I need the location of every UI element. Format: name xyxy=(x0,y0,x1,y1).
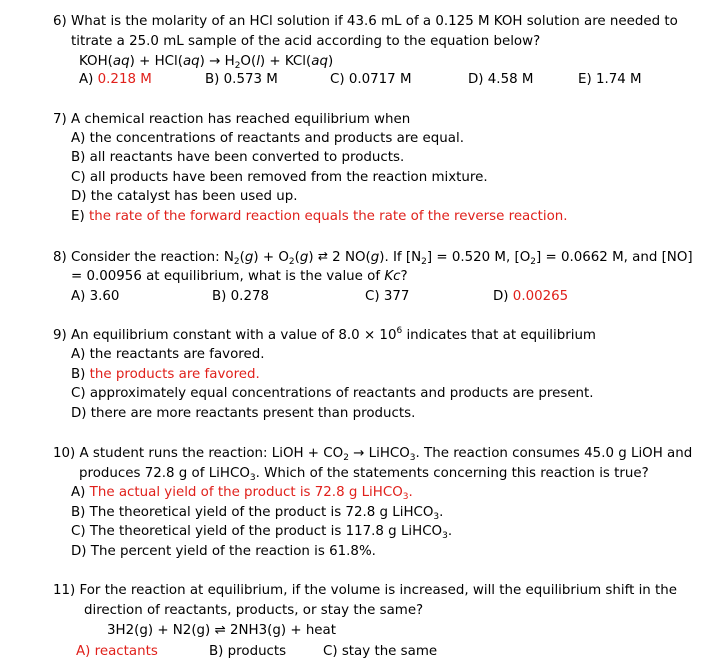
q6-eq-aq-1: aq xyxy=(112,54,130,69)
q8-option-d-answer: 0.00265 xyxy=(512,289,569,304)
q8-s1-start: 8) Consider the reaction: N xyxy=(53,250,234,265)
q6-option-e: E) 1.74 M xyxy=(578,72,642,87)
q7-option-a: A) the concentrations of reactants and products are equal. xyxy=(71,131,464,146)
q10-option-b-sub: 3 xyxy=(433,512,440,522)
q6-option-a-letter: A) xyxy=(79,72,98,87)
q10-s1-sub-2: 3 xyxy=(409,453,416,463)
q10-s1-b: → LiHCO xyxy=(348,446,410,461)
q10-option-c xyxy=(71,522,452,541)
q10-option-b-end: . xyxy=(439,505,444,520)
q8-s1-sub-3: 2 xyxy=(421,257,427,267)
q10-option-d: D) The percent yield of the reaction is 61.8%. xyxy=(71,544,376,559)
q6-eq-aq-3: aq xyxy=(311,54,328,69)
q7-option-e-letter: E) xyxy=(71,209,89,224)
q8-s1-sub-1: 2 xyxy=(233,257,240,267)
q10-option-a-text: The actual yield of the product is 72.8 g LiHCO xyxy=(89,485,403,500)
q8-option-a: A) 3.60 xyxy=(71,289,120,304)
q8-option-d-letter: D) xyxy=(493,289,513,304)
q9-stem-b: indicates that at equilibrium xyxy=(402,328,596,343)
q9-option-b-answer: the products are favored. xyxy=(89,367,260,382)
q10-option-b xyxy=(71,503,443,522)
q8-option-b: B) 0.278 xyxy=(212,289,270,304)
q6-eq-koh: KOH( xyxy=(79,54,113,69)
q11-option-c: C) stay the same xyxy=(323,644,438,659)
q10-s1-a: 10) A student runs the reaction: LiOH + CO xyxy=(53,446,344,461)
q6-eq-o: O( xyxy=(240,54,257,69)
q7-option-d: D) the catalyst has been used up. xyxy=(71,189,298,204)
q6-equation xyxy=(79,52,333,71)
q7-stem: 7) A chemical reaction has reached equilibrium when xyxy=(53,112,411,127)
q9-option-b xyxy=(71,365,260,384)
q8-option-d xyxy=(493,287,568,306)
q9-option-d: D) there are more reactants present than products. xyxy=(71,406,416,421)
q8-s1-rest-3: ] = 0.0662 M, and [NO] xyxy=(536,250,693,265)
q8-s1-gas-3: g xyxy=(370,250,380,265)
equilibrium-arrow-icon: ⇄ xyxy=(317,249,328,263)
q6-option-a-answer: 0.218 M xyxy=(97,72,152,87)
q10-option-b-text: B) The theoretical yield of the product is 72.8 g LiHCO xyxy=(71,505,434,520)
q6-eq-plus-hcl: ) + HCl( xyxy=(129,54,183,69)
q8-s1-paren-1: ( xyxy=(239,250,245,265)
q10-s1-sub-1: 2 xyxy=(343,453,349,463)
q6-option-d: D) 4.58 M xyxy=(468,72,534,87)
q8-s1-rest-1: ). If [N xyxy=(379,250,422,265)
q9-option-c: C) approximately equal concentrations of reactants and products are present. xyxy=(71,386,594,401)
q6-option-b: B) 0.573 M xyxy=(205,72,278,87)
q9-option-a: A) the reactants are favored. xyxy=(71,347,265,362)
q10-s2-b: . Which of the statements concerning this reaction is true? xyxy=(255,466,649,481)
q8-s1-sub-4: 2 xyxy=(530,257,536,267)
q7-option-e-answer: the rate of the forward reaction equals the rate of the reverse reaction. xyxy=(88,209,568,224)
q8-s1-close-2: ) xyxy=(308,250,318,265)
q7-option-c: C) all products have been removed from the reaction mixture. xyxy=(71,170,488,185)
q11-option-b: B) products xyxy=(209,644,287,659)
q11-equation: 3H2(g) + N2(g) ⇌ 2NH3(g) + heat xyxy=(107,623,336,638)
q6-option-a xyxy=(79,70,152,89)
q10-s1-c: . The reaction consumes 45.0 g LiOH and xyxy=(415,446,693,461)
q10-option-c-end: . xyxy=(447,524,453,539)
q10-option-a-end: . xyxy=(408,485,413,500)
q10-option-a-letter: A) xyxy=(71,485,90,500)
q10-s2-a: produces 72.8 g of LiHCO xyxy=(79,466,250,481)
q10-stem-line-1 xyxy=(53,444,692,463)
q6-stem-line-2: titrate a 25.0 mL sample of the acid according to the equation below? xyxy=(71,34,541,49)
q6-eq-arrow: ) → H xyxy=(199,54,235,69)
q8-s1-gas-1: g xyxy=(244,250,254,265)
q10-option-a xyxy=(71,483,413,502)
q10-stem-line-2 xyxy=(79,464,649,483)
q8-s1-sub-2: 2 xyxy=(288,257,295,267)
q7-option-e xyxy=(71,207,568,226)
q10-option-a-answer xyxy=(90,485,413,500)
q6-eq-aq-2: aq xyxy=(182,54,200,69)
q8-s1-paren-2: ( xyxy=(294,250,300,265)
q8-s2-text: = 0.00956 at equilibrium, what is the value of xyxy=(71,269,385,284)
q8-s1-rest-2: ] = 0.520 M, [O xyxy=(426,250,531,265)
q9-option-b-letter: B) xyxy=(71,367,90,382)
q11-stem-line-1: 11) For the reaction at equilibrium, if the volume is increased, will the equilibrium shift in the xyxy=(53,583,678,598)
q9-stem-exp: 6 xyxy=(396,326,403,336)
q7-option-b: B) all reactants have been converted to products. xyxy=(71,150,405,165)
q11-option-a: A) reactants xyxy=(76,644,158,659)
q8-s1-no: 2 NO( xyxy=(327,250,371,265)
q10-option-c-text: C) The theoretical yield of the product is 117.8 g LiHCO xyxy=(71,524,443,539)
q8-s2-kc: Kc xyxy=(384,269,401,284)
q8-stem-line-2 xyxy=(71,267,408,286)
q10-s2-sub: 3 xyxy=(249,473,256,483)
q6-stem-line-1: 6) What is the molarity of an HCl solution if 43.6 mL of a 0.125 M KOH solution are needed to xyxy=(53,14,678,29)
q8-option-c: C) 377 xyxy=(365,289,410,304)
q9-stem xyxy=(53,326,596,345)
q6-option-c: C) 0.0717 M xyxy=(330,72,412,87)
q6-eq-close: ) xyxy=(327,54,334,69)
q10-option-a-sub: 3 xyxy=(402,492,409,502)
q8-s2-q: ? xyxy=(400,269,408,284)
q9-stem-a: 9) An equilibrium constant with a value of 8.0 × 10 xyxy=(53,328,397,343)
q6-eq-liquid: l xyxy=(256,54,260,69)
q6-eq-sub-2: 2 xyxy=(234,61,241,71)
q10-option-c-sub: 3 xyxy=(442,531,448,541)
q11-stem-line-2: direction of reactants, products, or stay the same? xyxy=(84,603,424,618)
q8-stem-line-1 xyxy=(53,248,693,267)
q8-s1-plus: ) + O xyxy=(253,250,289,265)
q6-eq-kcl: ) + KCl( xyxy=(259,54,312,69)
q8-s1-gas-2: g xyxy=(299,250,309,265)
